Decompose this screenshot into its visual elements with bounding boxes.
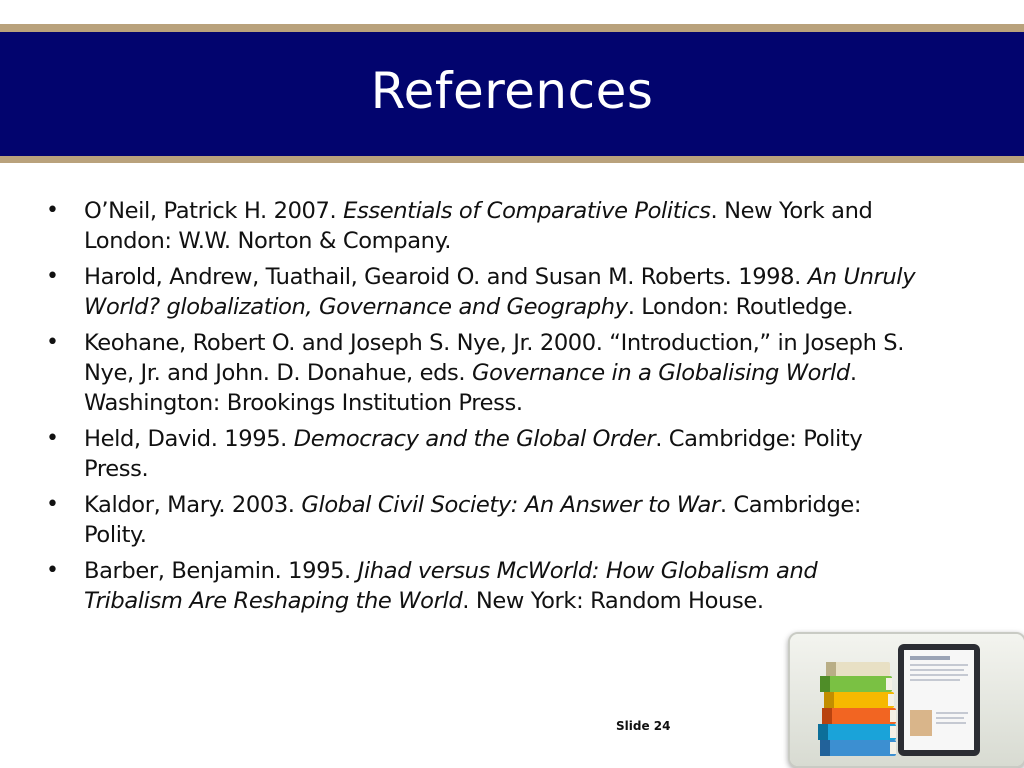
reference-list	[40, 196, 920, 622]
reference-publisher: . London: Routledge.	[627, 294, 854, 320]
reference-title: Democracy and the Global Order	[293, 426, 656, 452]
reference-title: An Unruly World? globalization, Governance and Geography	[84, 264, 916, 320]
reference-publisher: . New York: Random House.	[462, 588, 764, 614]
reference-publisher: . Washington: Brookings Institution Press.	[84, 360, 857, 416]
reference-item	[40, 196, 920, 256]
books-and-tablet-illustration	[790, 634, 1024, 766]
reference-text: Keohane, Robert O. and Joseph S. Nye, Jr. 2000. “Introduction,” in Joseph S. Nye, Jr. and John. D. Donahue, eds.	[84, 330, 905, 386]
reference-item	[40, 490, 920, 550]
reference-title: Jihad versus McWorld: How Globalism and Tribalism Are Reshaping the World	[84, 558, 818, 614]
reference-publisher: . Cambridge: Polity Press.	[84, 426, 863, 482]
reference-title: Essentials of Comparative Politics	[343, 198, 711, 224]
slide-title: References	[370, 62, 654, 120]
reference-item	[40, 556, 920, 616]
reference-text: Held, David. 1995.	[84, 426, 294, 452]
bullet-icon: •	[46, 492, 59, 517]
top-accent-rule	[0, 24, 1024, 32]
title-bar	[0, 32, 1024, 156]
reference-text: Kaldor, Mary. 2003.	[84, 492, 302, 518]
reference-text: O’Neil, Patrick H. 2007.	[84, 198, 344, 224]
reference-item	[40, 328, 920, 418]
reference-text: Barber, Benjamin. 1995.	[84, 558, 358, 584]
bullet-icon: •	[46, 330, 59, 355]
bottom-accent-rule	[0, 156, 1024, 163]
books-and-tablet-icon	[788, 632, 1024, 768]
slide-number: Slide 24	[616, 719, 671, 733]
reference-item	[40, 262, 920, 322]
reference-item	[40, 424, 920, 484]
bullet-icon: •	[46, 426, 59, 451]
bullet-icon: •	[46, 264, 59, 289]
reference-publisher: . Cambridge: Polity.	[84, 492, 862, 548]
reference-publisher: . New York and London: W.W. Norton & Company.	[84, 198, 873, 254]
reference-text: Harold, Andrew, Tuathail, Gearoid O. and Susan M. Roberts. 1998.	[84, 264, 808, 290]
reference-title: Global Civil Society: An Answer to War	[301, 492, 720, 518]
bullet-icon: •	[46, 198, 59, 223]
bullet-icon: •	[46, 558, 59, 583]
reference-title: Governance in a Globalising World	[472, 360, 850, 386]
